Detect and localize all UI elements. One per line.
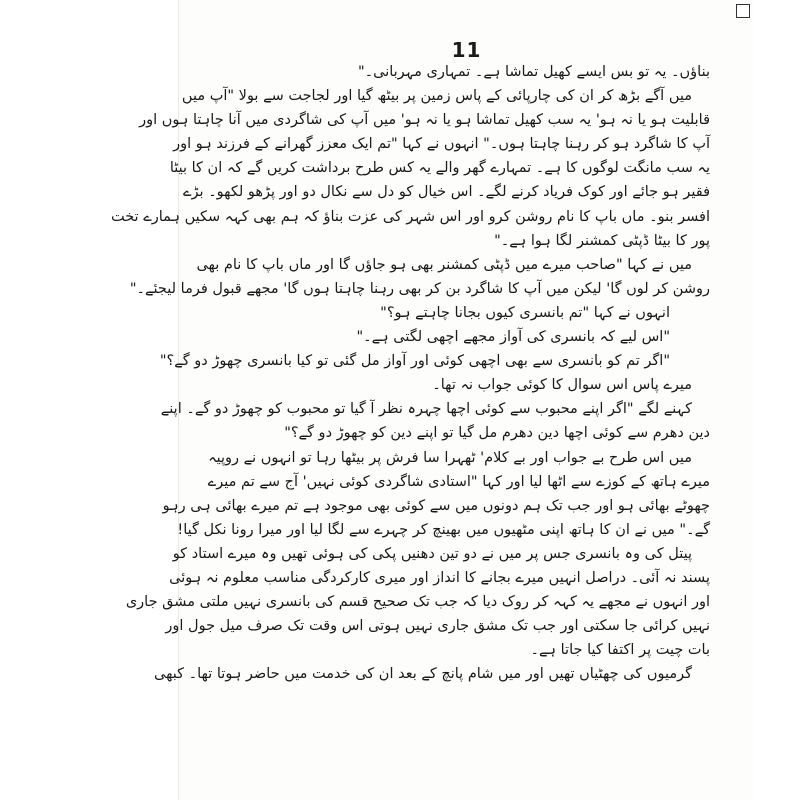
text-line: فقیر ہو جائے اور کوک فریاد کرنے لگے۔ اس خیال کو دل سے نکال دو اور پڑھو لکھو۔ بڑے [183, 184, 710, 201]
page-number: 11 [451, 38, 482, 62]
text-line: بناؤں۔ یہ تو بس ایسے کھیل تماشا ہے۔ تمہاری مہربانی۔" [357, 64, 710, 80]
text-line: گرمیوں کی چھٹیاں تھیں اور میں شام پانچ کے بعد ان کی خدمت میں حاضر ہوتا تھا۔ کبھی [153, 666, 692, 683]
book-page [110, 0, 754, 800]
text-line: "اگر تم کو بانسری سے بھی اچھی کوئی اور آواز مل گئی تو کیا بانسری چھوڑ دو گے؟" [159, 353, 670, 370]
text-line: چھوٹے بھائی ہو اور جب تک ہم دونوں میں سے کوئی بھی موجود ہے تم میرے بھائی ہی رہو [162, 497, 710, 514]
text-line: پور کا بیٹا ڈپٹی کمشنر لگا ہوا ہے۔" [494, 232, 710, 249]
text-line: میں اس طرح بے جواب اور بے کلام' ٹھہرا سا فرش پر بیٹھا رہا تو انہوں نے روپیہ [208, 449, 692, 466]
text-line: افسر بنو۔ ماں باپ کا نام روشن کرو اور اس شہر کی عزت بناؤ کہ ہم بھی کہہ سکیں ہمارے تخت [110, 208, 710, 225]
text-line: میں نے کہا "صاحب میرے میں ڈپٹی کمشنر بھی ہو جاؤں گا اور ماں باپ کا نام بھی [196, 256, 692, 273]
text-line: بات چیت پر اکتفا کیا جاتا ہے۔ [530, 642, 710, 659]
text-line: انہوں نے کہا "تم بانسری کیوں بجانا چاہتے ہو؟" [380, 304, 670, 321]
page-corner-mark [736, 4, 750, 18]
text-line: میرے پاس اس سوال کا کوئی جواب نہ تھا۔ [432, 377, 692, 394]
text-line: پسند نہ آئی۔ دراصل انہیں میرے بجانے کا انداز اور میری کارکردگی مناسب معلوم نہ ہوئی [169, 569, 710, 586]
text-line: میں آگے بڑھ کر ان کی چارپائی کے پاس زمین پر بیٹھ گیا اور لجاجت سے بولا "آپ میں [181, 88, 692, 105]
text-line: قابلیت ہو یا نہ ہو' یہ سب کھیل تماشا ہو یا نہ ہو' میں آپ کی شاگردی میں آنا چاہتا ہوں اور [139, 112, 710, 129]
text-line: گے۔" میں نے ان کا ہاتھ اپنی مٹھیوں میں بھینچ کر چہرے سے لگا لیا اور میرا رونا نکل گیا! [177, 521, 710, 538]
text-line: پیتل کی وہ بانسری جس پر میں نے دو تین دھنیں پکی کی ہوئی تھیں وہ میرے استاد کو [172, 545, 692, 562]
text-line: اور انہوں نے مجھے یہ کہہ کر روک دیا کہ جب تک صحیح قسم کی بانسری نہیں ملتی مشق جاری [125, 594, 710, 611]
text-line: روشن کر لوں گا' لیکن میں آپ کا شاگرد بن کر بھی رہنا چاہتا ہوں گا' مجھے قبول فرما لیجئے۔" [129, 280, 710, 297]
text-line: دین دھرم سے کوئی اچھا دین دھرم مل گیا تو اپنے دین کو چھوڑ دو گے؟" [284, 425, 710, 442]
page-text [110, 60, 710, 686]
text-line: کہنے لگے "اگر اپنے محبوب سے کوئی اچھا چہرہ نظر آ گیا تو محبوب کو چھوڑ دو گے۔ اپنے [160, 401, 692, 418]
text-line: نہیں کرائی جا سکتی اور جب تک مشق جاری نہیں ہوتی اس وقت تک صرف میل جول اور [165, 618, 710, 635]
text-line: "اس لیے کہ بانسری کی آواز مجھے اچھی لگتی ہے۔" [356, 329, 670, 346]
text-line: آپ کا شاگرد ہو کر رہنا چاہتا ہوں۔" انہوں نے کہا "تم ایک معزز گھرانے کے فرزند ہو اور [173, 136, 710, 153]
text-line: میرے ہاتھ کے کوزے سے اٹھا لیا اور کہا "استادی شاگردی کوئی نہیں' آج سے تم میرے [207, 473, 710, 490]
text-line: یہ سب مانگت لوگوں کا ہے۔ تمہارے گھر والے یہ کس طرح برداشت کریں گے کہ ان کا بیٹا [169, 160, 710, 177]
